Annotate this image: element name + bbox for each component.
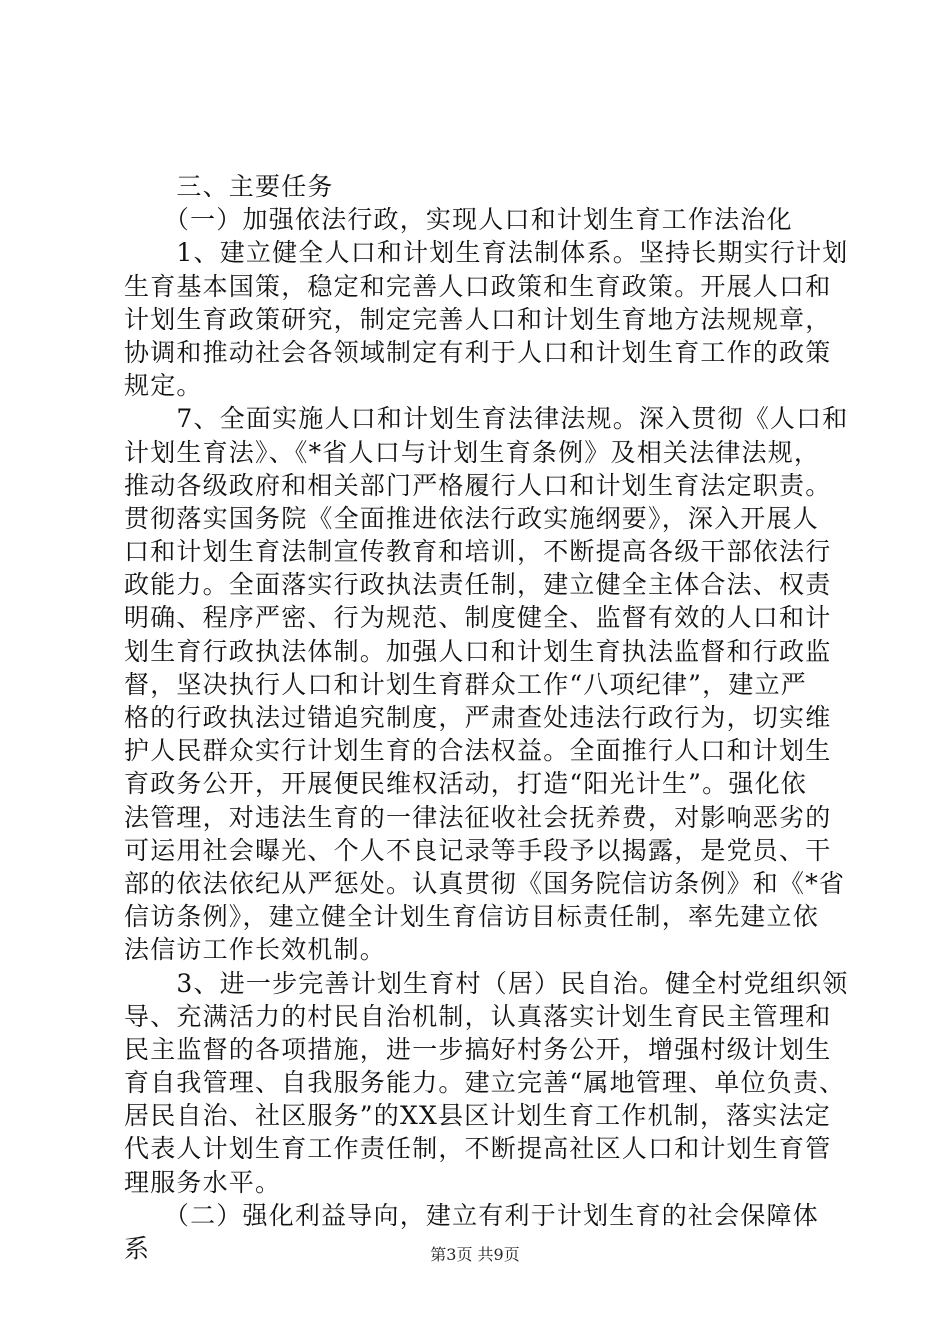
text-line: 贯彻落实国务院《全面推进依法行政实施纲要》，深入开展人 xyxy=(124,503,819,533)
text-line: 育政务公开，开展便民维权活动，打造“阳光计生”。强化依 xyxy=(124,769,807,799)
text-line: 明确、程序严密、行为规范、制度健全、监督有效的人口和计 xyxy=(124,603,832,633)
document-body xyxy=(124,170,849,1265)
text-line: 划生育行政执法体制。加强人口和计划生育执法监督和行政监 xyxy=(124,636,832,666)
text-line: 格的行政执法过错追究制度，严肃查处违法行政行为，切实维 xyxy=(124,703,832,732)
text-line: 理服务水平。 xyxy=(124,1167,282,1197)
text-line: 育自我管理、自我服务能力。建立完善“属地管理、单位负责、 xyxy=(124,1068,846,1098)
page-footer: 第3页 共9页 xyxy=(430,1245,520,1264)
text-line: 督，坚决执行人口和计划生育群众工作“八项纪律”，建立严 xyxy=(124,669,807,699)
text-line: 信访条例》，建立健全计划生育信访目标责任制，率先建立依 xyxy=(124,902,819,932)
text-line: 三、主要任务 xyxy=(124,172,334,201)
text-line: 口和计划生育法制宣传教育和培训，不断提高各级干部依法行 xyxy=(124,537,832,567)
text-line: 导、充满活力的村民自治机制，认真落实计划生育民主管理和 xyxy=(124,1001,832,1031)
text-line: 民主监督的各项措施，进一步搞好村务公开，增强村级计划生 xyxy=(124,1034,832,1064)
text-line: 规定。 xyxy=(124,371,203,401)
text-line: 代表人计划生育工作责任制，不断提高社区人口和计划生育管 xyxy=(124,1134,832,1164)
text-line: 可运用社会曝光、个人不良记录等手段予以揭露，是党员、干 xyxy=(124,835,832,865)
text-line: 部的依法依纪从严惩处。认真贯彻《国务院信访条例》和《*省 xyxy=(124,868,846,898)
text-line: 计划生育法》、《*省人口与计划生育条例》及相关法律法规， xyxy=(124,437,821,467)
text-line: 系 xyxy=(124,1234,151,1263)
text-line: 政能力。全面落实行政执法责任制，建立健全主体合法、权责 xyxy=(124,570,832,600)
text-line: 护人民群众实行计划生育的合法权益。全面推行人口和计划生 xyxy=(124,736,832,766)
text-line: 1、建立健全人口和计划生育法制体系。坚持长期实行计划 xyxy=(124,238,849,268)
text-line: （一）加强依法行政，实现人口和计划生育工作法治化 xyxy=(124,205,793,235)
text-line: 生育基本国策，稳定和完善人口政策和生育政策。开展人口和 xyxy=(124,271,832,301)
text-line: 3、进一步完善计划生育村（居）民自治。健全村党组织领 xyxy=(124,968,849,998)
text-line: 7、全面实施人口和计划生育法律法规。深入贯彻《人口和 xyxy=(124,404,849,434)
text-line: 推动各级政府和相关部门严格履行人口和计划生育法定职责。 xyxy=(124,470,832,500)
text-line: 协调和推动社会各领域制定有利于人口和计划生育工作的政策 xyxy=(124,337,832,367)
text-line: 居民自治、社区服务”的XX县区计划生育工作机制，落实法定 xyxy=(124,1101,831,1131)
text-line: 计划生育政策研究，制定完善人口和计划生育地方法规规章， xyxy=(124,304,832,334)
text-line: 法管理，对违法生育的一律法征收社会抚养费，对影响恶劣的 xyxy=(124,802,832,832)
text-line: （二）强化利益导向，建立有利于计划生育的社会保障体 xyxy=(124,1200,819,1230)
text-line: 法信访工作长效机制。 xyxy=(124,935,387,965)
